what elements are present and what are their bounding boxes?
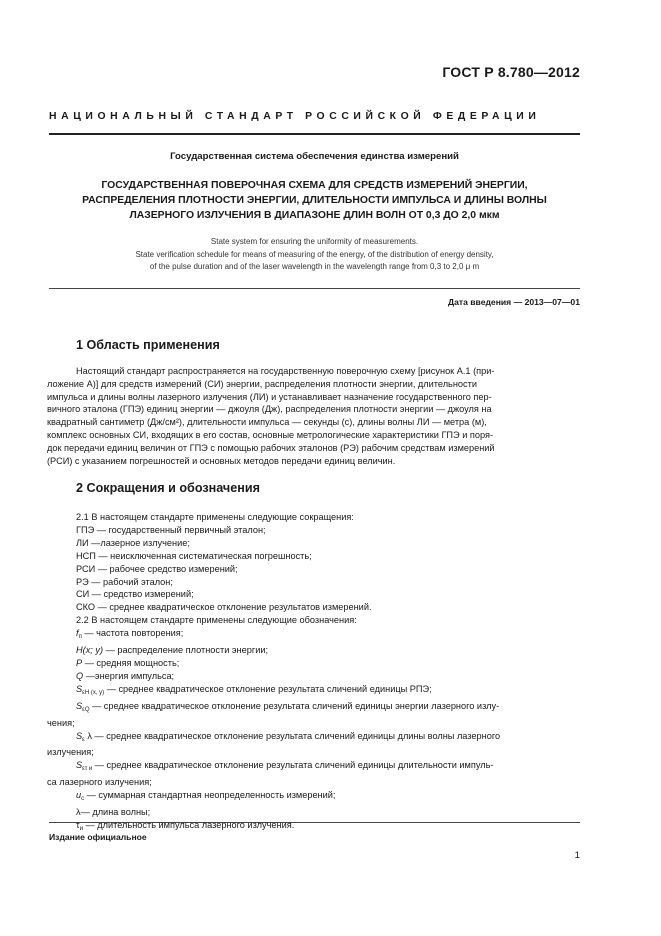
body-line: вичного эталона (ГПЭ) единиц энергии — джоуля (Дж), распределения плотности энергии — джоуля на [47,404,492,415]
symbol: S [76,730,83,741]
symbol-item [76,789,580,806]
main-title-line: ГОСУДАРСТВЕННАЯ ПОВЕРОЧНАЯ СХЕМА ДЛЯ СРЕДСТВ ИЗМЕРЕНИЙ ЭНЕРГИИ, [101,180,528,191]
abbreviation-item: СКО — среднее квадратическое отклонение результатов измерений. [76,602,372,613]
symbol-subscript: п [78,634,82,641]
symbol-continuation: излучения; [47,747,94,758]
symbol: S [76,683,83,694]
symbol: P [76,657,83,668]
symbol-item [76,644,580,657]
symbol-subscript: εQ [82,706,90,713]
abbreviation-item: НСП — неисключенная систематическая погрешность; [76,550,312,561]
page-number: 1 [574,850,580,861]
symbol-subscript: ετ и [82,766,93,773]
section-2-heading: 2 Сокращения и обозначения [76,481,260,495]
footer-divider [49,822,580,823]
abbreviation-item: ЛИ —лазерное излучение; [76,537,190,548]
section-1-heading: 1 Область применения [76,338,220,352]
english-title-line: State system for ensuring the uniformity of measurements. [210,237,419,246]
main-title-line: РАСПРЕДЕЛЕНИЯ ПЛОТНОСТИ ЭНЕРГИИ, ДЛИТЕЛЬНОСТИ ИМПУЛЬСА И ДЛИНЫ ВОЛНЫ [82,195,547,206]
symbol-item [76,657,580,670]
symbol: λ [76,807,81,818]
body-line: (РСИ) с указанием погрешностей и основных методов передачи единиц величин. [47,455,396,466]
introduction-date: Дата введения — 2013—07—01 [447,297,580,307]
english-title-line: State verification schedule for means of measuring of the energy, of the distribution of energy density, [135,249,494,259]
main-title-line: ЛАЗЕРНОГО ИЗЛУЧЕНИЯ В ДИАПАЗОНЕ ДЛИН ВОЛН ОТ 0,3 ДО 2,0 мкм [129,210,500,221]
symbol: u [76,790,82,801]
english-title-line: of the pulse duration and of the laser wavelength in the wavelength range from 0,3 to 2,0 μ m [149,262,480,271]
section-2-list [47,511,580,836]
symbol: τ [76,819,80,830]
english-title [49,236,580,274]
main-title [49,178,580,223]
symbol-definition: — среднее квадратическое отклонение результата сличений единицы РПЭ; [104,683,432,694]
symbol: S [76,700,83,711]
symbol-definition: —энергия импульса; [83,670,175,681]
symbol-definition: — длительность импульса лазерного излучения. [83,819,295,830]
symbol-item [76,683,580,700]
abbreviation-item: ГПЭ — государственный первичный эталон; [76,524,266,535]
paragraph-2-2: 2.2 В настоящем стандарте применены следующие обозначения: [76,615,357,626]
symbol-continuation: са лазерного излучения; [47,777,152,788]
symbol: H(x; y) [76,645,104,656]
abbreviation-item: РЭ — рабочий эталон; [76,576,173,587]
symbol: Q [76,670,84,681]
symbol-continuation: чения; [47,717,75,728]
symbol-item [76,627,580,644]
document-code: ГОСТ Р 8.780—2012 [442,64,580,80]
symbol-item [76,730,580,747]
symbol-definition: λ — среднее квадратическое отклонение результата сличений единицы длины волны лазерного [84,730,501,741]
symbol-definition: — распределение плотности энергии; [103,645,269,656]
symbol-subscript: и [79,825,83,832]
abbreviation-item: РСИ — рабочее средство измерений; [76,563,238,574]
abbreviation-item: СИ — средство измерений; [76,589,194,600]
section-1-body [47,365,580,467]
symbol-definition: — средняя мощность; [82,657,180,668]
edition-label: Издание официальное [49,832,147,842]
symbol: S [76,760,83,771]
symbol-definition: — длина волны; [80,807,151,818]
symbol-subscript: εH (x, y) [82,689,105,696]
symbol-definition: — суммарная стандартная неопределенность измерений; [84,790,336,801]
symbol-item [76,700,580,717]
symbol-item [76,670,580,683]
system-title: Государственная система обеспечения единства измерений [170,151,459,162]
body-line: комплекс основных СИ, входящих в его состав, основные метрологические характеристики ГПЭ и поря- [47,429,494,440]
body-line: импульса и длины волны лазерного излучения (ЛИ) и устанавливает назначение государственного пер- [47,391,492,402]
date-divider [49,288,580,289]
symbol-subscript: c [81,796,85,803]
symbol: f [76,628,79,639]
body-line: квадратный сантиметр (Дж/см²), длительности импульса — секунды (с), длины волны ЛИ — метра (м), [47,417,487,428]
symbol-definition: — частота повторения; [81,628,184,639]
symbol-subscript: ε [82,736,85,743]
national-standard-title: НАЦИОНАЛЬНЫЙ СТАНДАРТ РОССИЙСКОЙ ФЕДЕРАЦИИ [49,111,541,122]
symbol-item [76,759,580,776]
body-line: ложение А)] для средств измерений (СИ) энергии, распределения плотности энергии, длительности [47,378,477,389]
body-line: Настоящий стандарт распространяется на государственную поверочную схему [рисунок А.1 (при- [76,366,495,376]
symbol-definition: — среднее квадратическое отклонение результата сличений единицы энергии лазерного излу- [89,700,500,711]
symbol-item [76,806,580,819]
body-line: док передачи единиц величин от ГПЭ с помощью рабочих эталонов (РЭ) рабочим средствам измерений [47,442,495,453]
paragraph-2-1: 2.1 В настоящем стандарте применены следующие сокращения: [76,512,354,522]
header-divider [49,133,580,135]
symbol-definition: — среднее квадратическое отклонение результата сличений единицы длительности импуль- [92,760,494,771]
